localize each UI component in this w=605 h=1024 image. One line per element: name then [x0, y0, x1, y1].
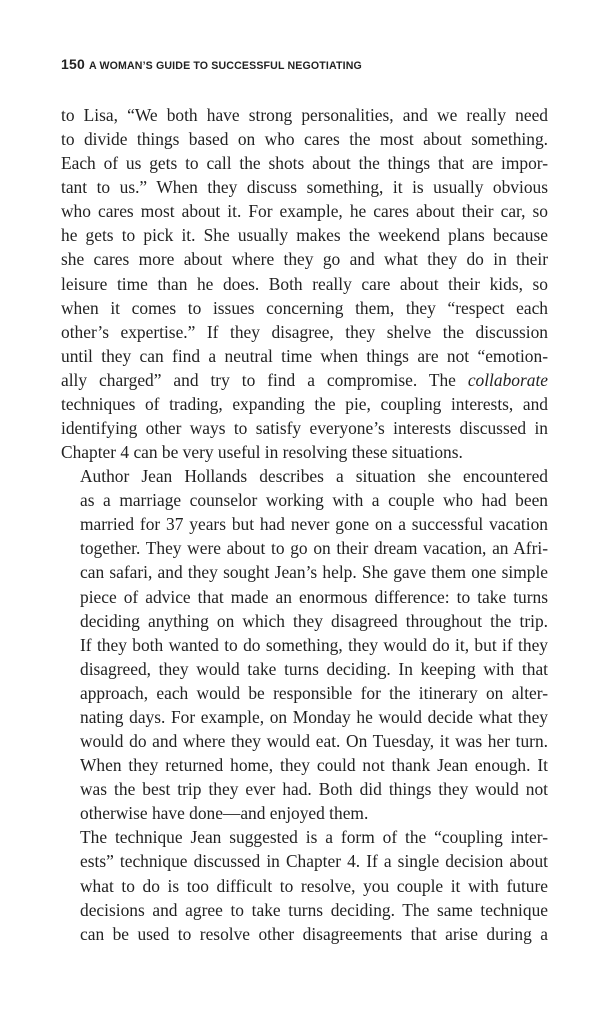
text-line: together. They were about to go on their dream vacation, an Afri-	[80, 538, 548, 559]
text-line: If they both wanted to do something, they would do it, but if they	[80, 634, 548, 655]
text-line: identifying other ways to satisfy everyone’s interests discussed in	[61, 418, 548, 439]
paragraph-2	[61, 464, 548, 825]
text-line: he gets to pick it. She usually makes the weekend plans because	[61, 225, 548, 246]
text-line	[61, 368, 548, 392]
text-line: she cares more about where they go and what they do in their	[61, 249, 548, 270]
text-line: was the best trip they ever had. Both did things they would not	[80, 779, 548, 800]
text-line: would do and where they would eat. On Tuesday, it was her turn.	[80, 731, 548, 752]
text-line: can be used to resolve other disagreements that arise during a	[80, 923, 548, 944]
text-line: deciding anything on which they disagreed throughout the trip.	[80, 610, 548, 631]
text-segment: ally charged” and try to find a compromise. The	[61, 369, 468, 390]
book-title: A WOMAN’S GUIDE TO SUCCESSFUL NEGOTIATING	[88, 60, 362, 72]
text-line: leisure time than he does. Both really care about their kids, so	[61, 273, 548, 294]
text-line: until they can find a neutral time when things are not “emotion-	[61, 345, 548, 366]
text-line: disagreed, they would take turns deciding. In keeping with that	[80, 658, 548, 679]
text-line: other’s expertise.” If they disagree, they shelve the discussion	[61, 321, 548, 342]
text-line: married for 37 years but had never gone on a successful vacation	[80, 514, 548, 535]
text-line: otherwise have done—and enjoyed them.	[80, 803, 369, 824]
text-line: to Lisa, “We both have strong personalities, and we really need	[61, 105, 548, 125]
text-line: as a marriage counselor working with a couple who had been	[80, 490, 548, 511]
text-line: decisions and agree to take turns deciding. The same technique	[80, 899, 548, 920]
paragraph-3	[61, 825, 548, 945]
text-line: tant to us.” When they discuss something, it is usually obvious	[61, 177, 548, 198]
text-line: who cares most about it. For example, he cares about their car, so	[61, 201, 548, 222]
italic-term: collaborate	[467, 369, 548, 390]
page-number: 150	[61, 56, 85, 72]
text-line: techniques of trading, expanding the pie, coupling interests, and	[61, 393, 548, 414]
text-line: The technique Jean suggested is a form of the “coupling inter-	[80, 827, 548, 848]
text-line: nating days. For example, on Monday he would decide what they	[80, 706, 548, 727]
paragraph-1	[61, 103, 548, 464]
text-line: what to do is too difficult to resolve, you couple it with future	[80, 875, 548, 896]
text-line: to divide things based on who cares the most about something.	[61, 129, 548, 150]
text-line: When they returned home, they could not thank Jean enough. It	[80, 755, 548, 776]
text-line: Author Jean Hollands describes a situation she encountered	[80, 466, 548, 487]
text-line: piece of advice that made an enormous difference: to take turns	[80, 586, 548, 607]
text-line: Each of us gets to call the shots about the things that are impor-	[61, 153, 548, 174]
text-line: Chapter 4 can be very useful in resolving these situations.	[61, 442, 463, 463]
running-head	[61, 56, 362, 74]
text-line: can safari, and they sought Jean’s help. She gave them one simple	[80, 562, 548, 583]
text-line: when it comes to issues concerning them, they “respect each	[61, 297, 548, 318]
text-line: ests” technique discussed in Chapter 4. If a single decision about	[80, 851, 548, 872]
body-text	[61, 103, 548, 946]
text-line: approach, each would be responsible for the itinerary on alter-	[80, 682, 548, 703]
